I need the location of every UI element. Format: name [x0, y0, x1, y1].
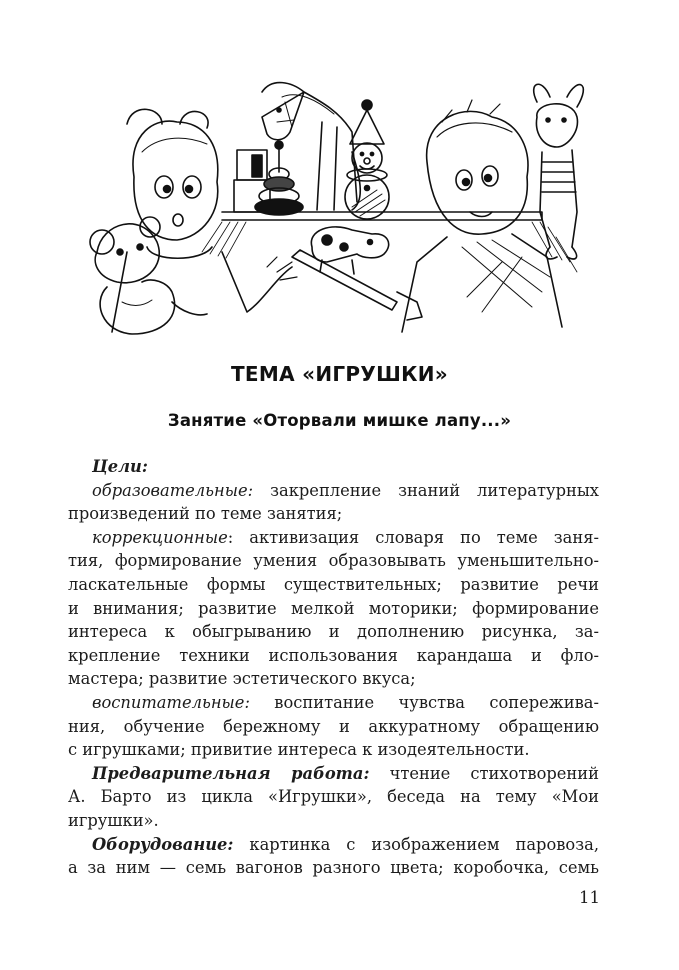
line-text: картинка с изображением паровоза,: [233, 834, 599, 854]
line-text: крепление техники использования карандаша и фло-: [68, 645, 599, 665]
line-text: интереса к обыгрыванию и дополнению рисунка, за-: [68, 622, 599, 642]
line-text: и внимания; развитие мелкой моторики; формирование: [68, 598, 599, 618]
goals-label-line: [68, 455, 599, 479]
line-text: ния, обучение бережному и аккуратному обращению: [68, 716, 599, 736]
text-line: [68, 738, 599, 762]
equipment-label: Оборудование:: [92, 834, 234, 854]
line-text: а за ним — семь вагонов разного цвета; коробочка, семь: [68, 858, 599, 878]
text-line: [68, 526, 599, 550]
roly-poly-clown-icon: [345, 100, 389, 219]
text-line: [68, 479, 599, 503]
text-line: [68, 644, 599, 668]
text-line: [68, 549, 599, 573]
teddy-bear-icon: [90, 217, 207, 334]
text-line: [68, 691, 599, 715]
text-line: [68, 597, 599, 621]
toy-cow-icon: [292, 227, 397, 310]
text-line: [68, 715, 599, 739]
text-line: [68, 785, 599, 809]
toy-bunny-icon: [534, 84, 584, 259]
line-text: с игрушками; привитие интереса к изодеятельности.: [68, 740, 530, 760]
ring-pyramid-icon: [255, 141, 303, 215]
corrective-goals-label: коррекционные: [92, 527, 228, 547]
text-line: [68, 502, 599, 526]
boy-figure: [397, 100, 562, 332]
upbringing-goals-label: воспитательные:: [92, 692, 250, 712]
line-text: закрепление знаний литературных: [253, 480, 599, 500]
line-text: воспитание чувства сопережива-: [249, 692, 599, 712]
page-number: 11: [579, 888, 600, 907]
goals-label: Цели:: [92, 457, 148, 476]
line-text: мастера; развитие эстетического вкуса;: [68, 669, 416, 689]
text-line: [68, 833, 599, 857]
lesson-body: [68, 455, 599, 880]
text-line: [68, 620, 599, 644]
text-line: [68, 809, 599, 833]
preliminary-work-label: Предварительная работа:: [92, 763, 370, 783]
topic-title: ТЕМА «ИГРУШКИ»: [230, 362, 449, 386]
text-line: [68, 762, 599, 786]
text-line: [68, 667, 599, 691]
line-text: А. Барто из цикла «Игрушки», беседа на тему «Мои: [68, 787, 599, 807]
lesson-title: Занятие «Оторвали мишке лапу...»: [167, 411, 512, 430]
toys-illustration: [72, 62, 607, 342]
text-line: [68, 856, 599, 880]
line-text: чтение стихотворений: [369, 763, 599, 783]
line-text: произведений по теме занятия;: [68, 504, 343, 524]
line-text: ласкательные формы существительных; развитие речи: [68, 574, 599, 594]
line-text: игрушки».: [68, 810, 159, 830]
line-text: : активизация словаря по теме заня-: [227, 527, 599, 547]
text-line: [68, 573, 599, 597]
educational-goals-label: образовательные:: [92, 480, 254, 500]
hatching-shadow: [202, 222, 577, 272]
line-text: тия, формирование умения образовывать уменьшительно-: [68, 551, 599, 571]
